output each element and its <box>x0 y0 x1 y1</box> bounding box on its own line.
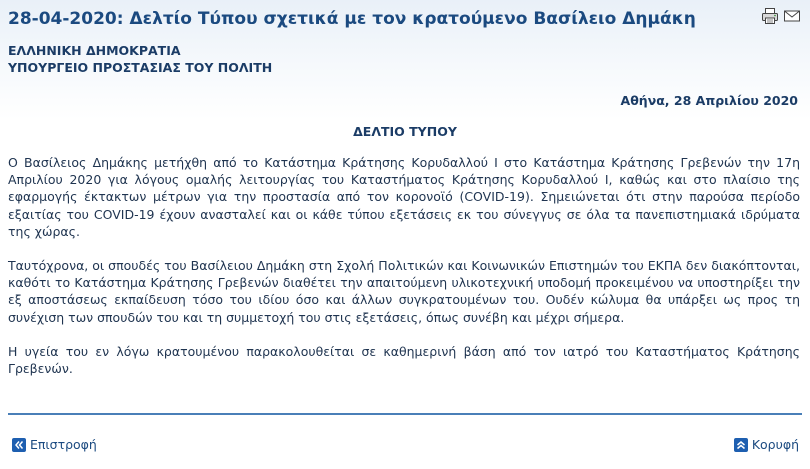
press-release-body <box>8 154 800 394</box>
ministry-name: ΥΠΟΥΡΓΕΙΟ ΠΡΟΣΤΑΣΙΑΣ ΤΟΥ ΠΟΛΙΤΗ <box>8 60 273 75</box>
document-title: ΔΕΛΤΙΟ ΤΥΠΟΥ <box>353 124 457 139</box>
footer-divider <box>8 413 802 415</box>
paragraph: Ταυτόχρονα, οι σπουδές του Βασίλειου Δημάκη στη Σχολή Πολιτικών και Κοινωνικών Επιστημών του ΕΚΠΑ δεν διακόπτονται, καθότι το Κατάστημα Κράτησης Γρεβενών διαθέτει την απαιτούμενη υλικοτεχνική υποδομή προκειμένου να υποστηρίξει την εξ αποστάσεως εκπαίδευση τόσο του ιδίου όσο και άλλων συγκρατουμένων του. Ουδέν κώλυμα θα υπάρξει ως προς τη συνέχιση των σπουδών του και τη συμμετοχή του στις εξετάσεις, όπως συνέβη και μέχρι σήμερα. <box>8 258 800 325</box>
release-date: Αθήνα, 28 Απριλίου 2020 <box>620 93 798 108</box>
double-chevron-up-icon <box>734 438 748 452</box>
paragraph: Η υγεία του εν λόγω κρατουμένου παρακολουθείται σε καθημερινή βάση από τον ιατρό του Καταστήματος Κράτησης Γρεβενών. <box>8 343 800 377</box>
printer-icon[interactable] <box>761 7 779 25</box>
top-link-label: Κορυφή <box>751 437 799 452</box>
envelope-icon[interactable] <box>783 7 801 25</box>
double-chevron-left-icon <box>12 438 26 452</box>
country-name: ΕΛΛΗΝΙΚΗ ΔΗΜΟΚΡΑΤΙΑ <box>8 43 181 58</box>
top-link[interactable] <box>734 437 799 452</box>
back-link[interactable] <box>12 437 97 452</box>
paragraph: Ο Βασίλειος Δημάκης μετήχθη από το Κατάστημα Κράτησης Κορυδαλλού Ι στο Κατάστημα Κράτησης Γρεβενών την 17η Απριλίου 2020 για λόγους ομαλής λειτουργίας του Καταστήματος Κράτησης Κορυδαλλού Ι, καθώς και στο πλαίσιο της εφαρμογής έκτακτων μέτρων για την προστασία από τον κορονοϊό (COVID-19). Σημειώνεται ότι στην παρούσα περίοδο εξαιτίας του COVID-19 έχουν ανασταλεί και οι κάθε τύπου εξετάσεις εκ του σύνεγγυς σε όλα τα πανεπιστημιακά ιδρύματα της χώρας. <box>8 155 800 239</box>
organization-block <box>8 42 272 76</box>
back-link-label: Επιστροφή <box>30 437 97 452</box>
toolbar <box>761 7 801 25</box>
page-title: 28-04-2020: Δελτίο Τύπου σχετικά με τον κρατούμενο Βασίλειο Δημάκη <box>8 9 696 29</box>
